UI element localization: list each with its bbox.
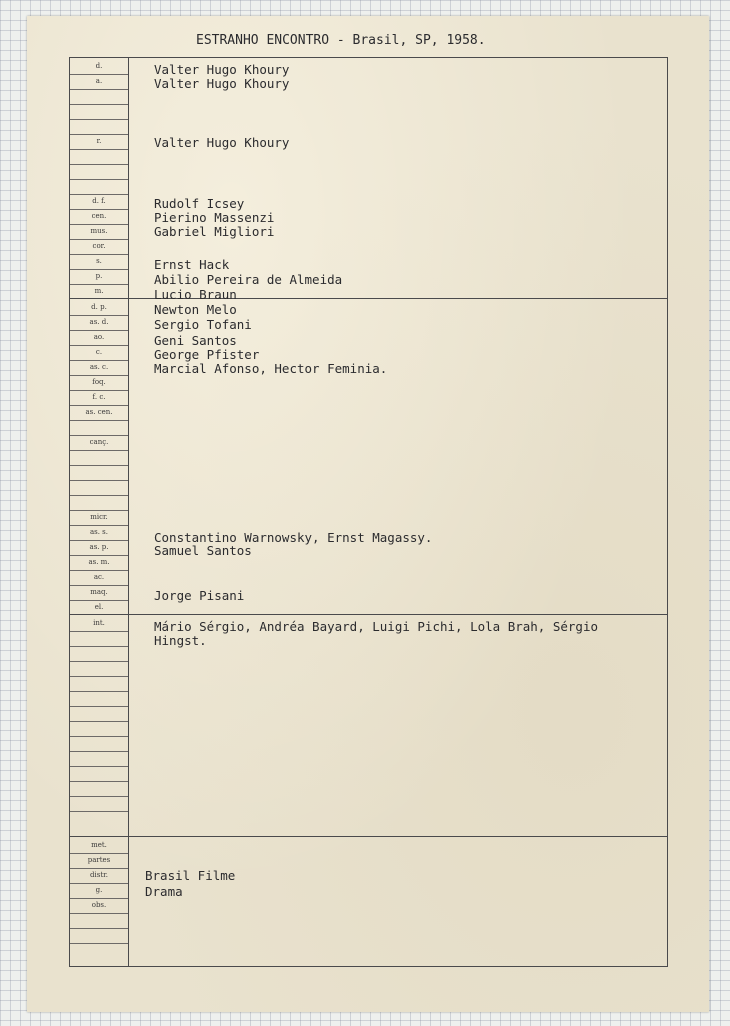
value-producao: Abilio Pereira de Almeida	[154, 272, 343, 287]
film-title: ESTRANHO ENCONTRO - Brasil, SP, 1958.	[196, 33, 486, 48]
card-grid-frame	[69, 57, 668, 967]
label-blank	[70, 913, 128, 929]
label-blank	[70, 89, 128, 105]
label-blank	[70, 676, 128, 692]
label-c: c.	[70, 345, 128, 361]
label-partes: partes	[70, 853, 128, 869]
value-roteiro: Valter Hugo Khoury	[154, 135, 290, 150]
value-assist-som: Constantino Warnowsky, Ernst Magassy.	[154, 530, 433, 545]
label-cor: cor.	[70, 239, 128, 255]
label-a: a.	[70, 74, 128, 90]
label-blank	[70, 465, 128, 481]
label-blank	[70, 450, 128, 466]
label-blank	[70, 495, 128, 511]
value-assist-producao: Samuel Santos	[154, 543, 252, 558]
label-g: g.	[70, 883, 128, 899]
label-ac: ac.	[70, 570, 128, 586]
value-dir-producao: Newton Melo	[154, 302, 237, 317]
label-ao: ao.	[70, 330, 128, 346]
label-el: el.	[94, 603, 104, 611]
label-blank	[70, 646, 128, 662]
label-blank	[70, 104, 128, 120]
label-asc: as. c.	[70, 360, 128, 376]
value-som: Ernst Hack	[154, 257, 230, 272]
label-column-divider	[128, 57, 129, 966]
value-montagem: Lucio Braun	[154, 287, 237, 302]
label-blank	[70, 781, 128, 797]
label-canc: canç.	[70, 435, 128, 451]
label-micr: micr.	[70, 510, 128, 526]
label-blank	[70, 706, 128, 722]
label-blank	[70, 179, 128, 195]
label-foq: foq.	[70, 375, 128, 391]
label-blank	[70, 796, 128, 812]
label-asm: as. m.	[70, 555, 128, 571]
label-blank	[70, 631, 128, 647]
label-distr: distr.	[70, 868, 128, 884]
label-blank	[70, 119, 128, 135]
value-interpretes-line2: Hingst.	[154, 633, 207, 648]
value-musica: Gabriel Migliori	[154, 224, 275, 239]
label-r: r.	[70, 134, 128, 150]
label-blank	[70, 420, 128, 436]
value-argumento: Valter Hugo Khoury	[154, 76, 290, 91]
value-dir-fotografia: Rudolf Icsey	[154, 196, 245, 211]
label-blank	[70, 943, 128, 964]
label-df: d. f.	[70, 194, 128, 210]
value-camera: George Pfister	[154, 347, 260, 362]
label-obs: obs.	[70, 898, 128, 914]
label-ass: as. s.	[70, 525, 128, 541]
label-m: m.	[94, 287, 104, 295]
label-blank	[70, 661, 128, 677]
value-ao: Geni Santos	[154, 333, 237, 348]
label-met: met.	[70, 838, 128, 854]
label-maq: maq.	[70, 585, 128, 601]
label-blank	[70, 766, 128, 782]
value-interpretes-line1: Mário Sérgio, Andréa Bayard, Luigi Pichi, Lola Brah, Sérgio	[154, 619, 599, 634]
label-int: int.	[70, 616, 128, 632]
value-maquiagem: Jorge Pisani	[154, 588, 245, 603]
label-blank	[70, 928, 128, 944]
label-cen: cen.	[70, 209, 128, 225]
section-divider-3	[69, 836, 667, 837]
label-p: p.	[70, 269, 128, 285]
label-blank	[70, 691, 128, 707]
section-divider-2	[69, 614, 667, 615]
label-mus: mus.	[70, 224, 128, 240]
label-blank	[70, 736, 128, 752]
value-direcao: Valter Hugo Khoury	[154, 62, 290, 77]
value-genero: Drama	[145, 884, 183, 899]
value-assist-direcao: Sergio Tofani	[154, 317, 252, 332]
label-fc: f. c.	[70, 390, 128, 406]
value-cenografia: Pierino Massenzi	[154, 210, 275, 225]
label-blank	[70, 480, 128, 496]
label-s: s.	[70, 254, 128, 270]
value-assist-camera: Marcial Afonso, Hector Feminia.	[154, 361, 388, 376]
label-blank	[70, 751, 128, 767]
label-ascen: as. cen.	[70, 405, 128, 421]
label-blank	[70, 811, 128, 835]
label-blank	[70, 721, 128, 737]
label-blank	[70, 149, 128, 165]
value-distribuicao: Brasil Filme	[145, 868, 236, 883]
label-asd: as. d.	[70, 315, 128, 331]
label-blank	[70, 164, 128, 180]
label-dp: d. p.	[70, 300, 128, 316]
label-asp: as. p.	[70, 540, 128, 556]
label-d: d.	[70, 59, 128, 75]
